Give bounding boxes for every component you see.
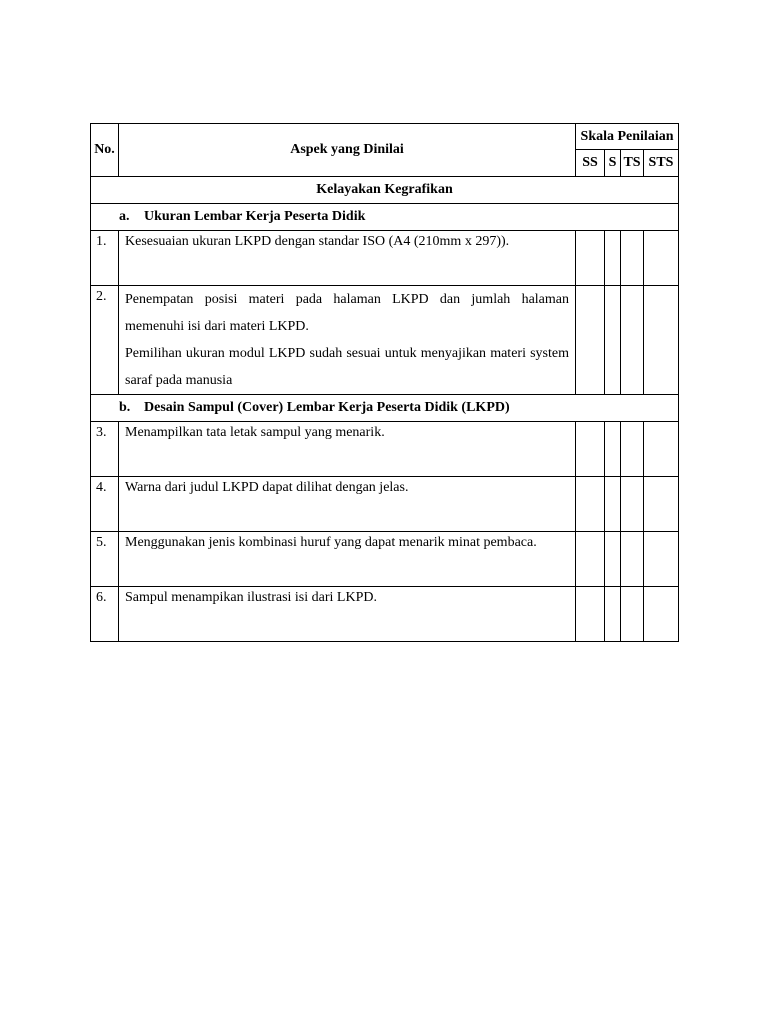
group-title: Desain Sampul (Cover) Lembar Kerja Peserta Didik (LKPD) [144,400,510,415]
table-row [91,532,679,587]
group-marker: b. [119,400,131,415]
aspect-text: Warna dari judul LKPD dapat dilihat dengan jelas. [125,480,409,495]
header-scale-ts: TS [621,150,644,177]
row-number: 5. [91,532,119,587]
score-cell-sts[interactable] [644,422,679,477]
score-cell-ts[interactable] [621,422,644,477]
header-aspect: Aspek yang Dinilai [119,124,576,177]
header-scale-s: S [605,150,621,177]
table-row [91,422,679,477]
score-cell-s[interactable] [605,532,621,587]
table-row [91,286,679,395]
aspect-text: Kesesuaian ukuran LKPD dengan standar ISO (A4 (210mm x 297)). [125,234,510,249]
score-cell-sts[interactable] [644,532,679,587]
score-cell-sts[interactable] [644,231,679,286]
row-number: 1. [91,231,119,286]
score-cell-ss[interactable] [576,477,605,532]
row-number: 4. [91,477,119,532]
group-marker: a. [119,209,130,224]
row-number: 6. [91,587,119,642]
group-heading-b [91,395,679,422]
aspect-text: Sampul menampikan ilustrasi isi dari LKPD. [125,590,377,605]
score-cell-sts[interactable] [644,477,679,532]
section-title: Kelayakan Kegrafikan [91,177,679,204]
score-cell-ss[interactable] [576,422,605,477]
aspect-text-2: Pemilihan ukuran modul LKPD sudah sesuai untuk menyajikan materi system saraf pada manusia [125,346,569,388]
group-heading-a [91,204,679,231]
table-row [91,477,679,532]
table-row [91,587,679,642]
score-cell-ss[interactable] [576,587,605,642]
score-cell-s[interactable] [605,286,621,395]
score-cell-s[interactable] [605,587,621,642]
score-cell-ts[interactable] [621,587,644,642]
row-aspect [119,532,576,587]
assessment-table [90,123,679,642]
score-cell-ts[interactable] [621,532,644,587]
header-scale: Skala Penilaian [576,124,679,150]
score-cell-sts[interactable] [644,587,679,642]
score-cell-ts[interactable] [621,286,644,395]
aspect-text: Menggunakan jenis kombinasi huruf yang dapat menarik minat pembaca. [125,535,537,550]
header-no: No. [91,124,119,177]
score-cell-ts[interactable] [621,231,644,286]
score-cell-s[interactable] [605,477,621,532]
table-row [91,231,679,286]
score-cell-ss[interactable] [576,286,605,395]
row-aspect [119,587,576,642]
row-aspect [119,286,576,395]
score-cell-s[interactable] [605,231,621,286]
aspect-text: Penempatan posisi materi pada halaman LKPD dan jumlah halaman memenuhi isi dari materi LKPD. [125,292,569,334]
score-cell-ss[interactable] [576,231,605,286]
header-scale-sts: STS [644,150,679,177]
group-title: Ukuran Lembar Kerja Peserta Didik [144,209,366,224]
score-cell-ts[interactable] [621,477,644,532]
header-scale-ss: SS [576,150,605,177]
score-cell-ss[interactable] [576,532,605,587]
row-aspect [119,477,576,532]
aspect-text: Menampilkan tata letak sampul yang menarik. [125,425,385,440]
score-cell-sts[interactable] [644,286,679,395]
score-cell-s[interactable] [605,422,621,477]
row-number: 2. [91,286,119,395]
row-aspect [119,422,576,477]
row-aspect [119,231,576,286]
row-number: 3. [91,422,119,477]
